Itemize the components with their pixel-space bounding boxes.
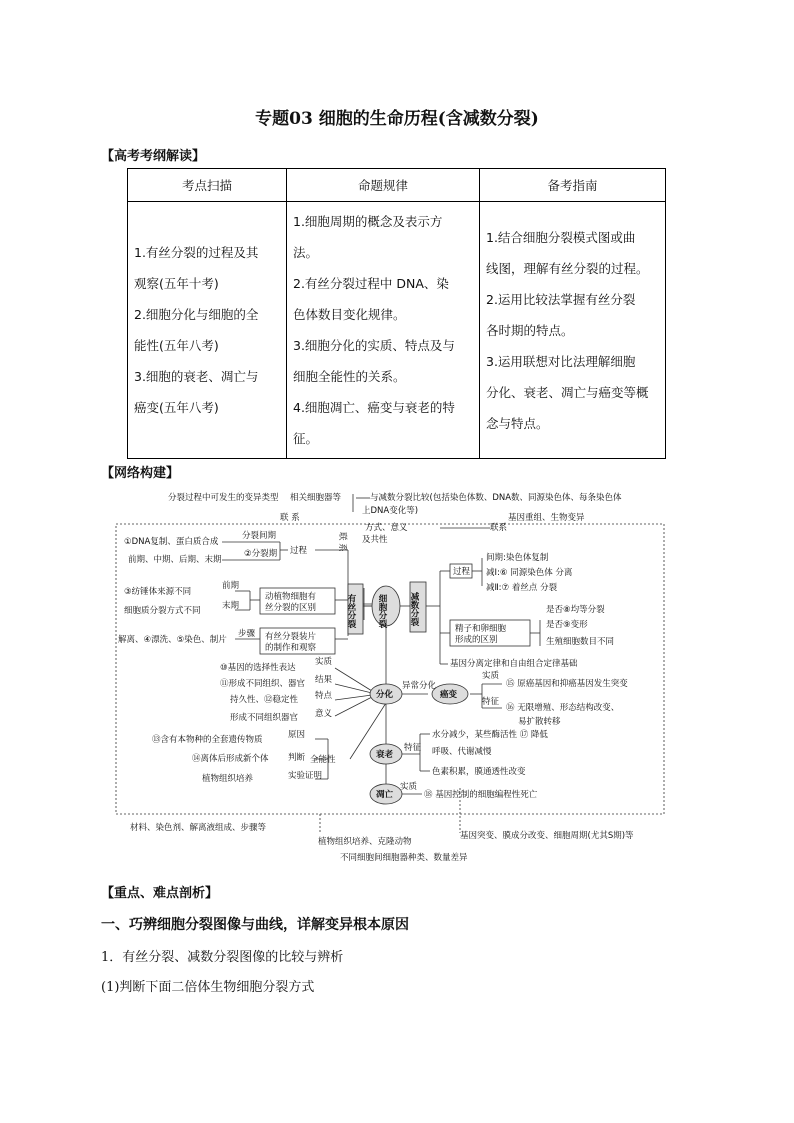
cm-s3: 色素积累，膜通透性改变 [432, 767, 526, 777]
cm-l4: 细胞质分裂方式不同 [124, 606, 201, 616]
table-header: 命题规律 [287, 169, 480, 202]
cm-meiosis: 减数分裂 [409, 592, 419, 626]
cm-d1-tag: 实质 [315, 657, 333, 667]
table-cell-col2: 1.细胞周期的概念及表示方 法。 2.有丝分裂过程中 DNA、染 色体数目变化规律。 3.细胞分化的实质、特点及与 细胞全能性的关系。 4.细胞凋亡、癌变与衰老的特 征。 [287, 202, 480, 459]
cm-dw1: ⑱ 基因控制的细胞编程性死亡 [424, 790, 538, 800]
key-heading: 【重点、难点剖析】 [101, 886, 219, 901]
cm-d2: ⑪形成不同组织、器官 [220, 679, 306, 689]
cm-d6-tag: 判断 [288, 753, 306, 763]
cm-l2: 前期、中期、后期、末期 [128, 555, 222, 565]
cm-l1-tag: 分裂间期 [242, 531, 277, 541]
cm-r6: 生殖细胞数目不同 [546, 637, 615, 647]
cm-gene-law: 基因分离定律和自由组合定律基础 [450, 659, 578, 669]
cm-guocheng: 过程 [290, 546, 308, 556]
cm-d7-tag: 实验证明 [288, 771, 323, 781]
cm-mitosis: 有丝分裂 [346, 594, 356, 628]
cm-l1: ①DNA复制、蛋白质合成 [124, 537, 219, 547]
table-header: 考点扫描 [128, 169, 287, 202]
cm-zhuang1: 有丝分裂装片 [265, 632, 317, 642]
cm-r1: 间期:染色体复制 [486, 553, 549, 563]
heading-2: 1．有丝分裂、减数分裂图像的比较与辨析 [101, 950, 344, 965]
cm-s-tag: 特征 [404, 743, 422, 753]
cm-center: 细胞分裂 [377, 594, 387, 628]
cm-ji-gongxing: 及共性 [362, 535, 388, 545]
cm-quan: 全能性 [310, 755, 336, 765]
cm-s2: 呼吸、代谢减慢 [432, 747, 492, 757]
cm-fenhua: 分化 [376, 690, 394, 700]
concept-map [110, 488, 690, 868]
cm-l5: 解离、④漂洗、⑤染色、制片 [118, 635, 227, 645]
cm-d3-tag: 特点 [315, 691, 333, 701]
cm-diaowang: 凋亡 [376, 790, 394, 800]
frame-dotted [116, 524, 664, 814]
cm-bottom4: 基因突变、膜成分改变、细胞周期(尤其S期)等 [460, 831, 634, 841]
cm-d5: ⑬含有本物种的全套遗传物质 [152, 735, 263, 745]
cm-yichang: 异常分化 [402, 681, 437, 691]
cm-s1: 水分减少，某些酶活性 ⑰ 降低 [432, 730, 548, 740]
cm-dw-tag: 实质 [400, 782, 418, 792]
cm-d1: ⑩基因的选择性表达 [220, 663, 296, 673]
cm-d7: 植物组织培养 [202, 774, 254, 784]
cm-l4-tag: 末期 [222, 601, 240, 611]
cm-a1: ⑮ 原癌基因和抑癌基因发生突变 [506, 679, 628, 689]
cm-l2-tag: ②分裂期 [244, 549, 278, 559]
cm-a-tag2: 特征 [482, 697, 500, 707]
cm-r4: 是否⑧均等分裂 [546, 605, 605, 615]
cm-jingzi1: 精子和卵细胞 [455, 624, 507, 634]
table-header: 备考指南 [480, 169, 666, 202]
cm-shuailao: 衰老 [376, 750, 394, 760]
cm-d6: ⑭离体后形成新个体 [192, 754, 269, 764]
cm-zhuang2: 的制作和观察 [265, 643, 317, 653]
cm-aibian: 癌变 [440, 690, 458, 700]
cm-r2: 减Ⅰ:⑥ 同源染色体 分离 [486, 568, 573, 578]
cm-r5: 是否⑨变形 [546, 620, 588, 630]
cm-proc: 过程 [453, 567, 471, 577]
heading-1: 一、巧辨细胞分裂图像与曲线，详解变异根本原因 [101, 917, 409, 933]
cm-lianxi-v: 联 系 [337, 532, 347, 552]
cm-d4-tag: 意义 [315, 709, 333, 719]
network-heading: 【网络构建】 [101, 466, 180, 481]
outline-table [127, 168, 666, 459]
cm-bottom3: 不同细胞间细胞器种类、数量差异 [340, 853, 468, 863]
page-title: 专题03 细胞的生命历程(含减数分裂) [255, 109, 539, 129]
cm-d2-tag: 结果 [315, 675, 333, 685]
cm-bottom2: 植物组织培养、克隆动物 [318, 837, 412, 847]
cm-jingzi2: 形成的区别 [455, 635, 498, 645]
cm-l3-tag: 前期 [222, 581, 240, 591]
cm-a2: ⑯ 无限增殖、形态结构改变、 [506, 703, 620, 713]
cm-d5-tag: 原因 [288, 730, 306, 740]
table-cell-col3: 1.结合细胞分裂模式图或曲 线图，理解有丝分裂的过程。 2.运用比较法掌握有丝分裂 各时期的特点。 3.运用联想对比法理解细胞 分化、衰老、凋亡与癌变等概 念与特点。 [480, 202, 666, 459]
cm-gene-recomb: 基因重组、生物变异 [508, 513, 585, 523]
cm-l3: ③纺锤体来源不同 [124, 587, 192, 597]
cm-lianxi2: 联系 [490, 523, 508, 533]
cm-r3: 减Ⅱ:⑦ 着丝点 分裂 [486, 583, 558, 593]
cm-top-left: 分裂过程中可发生的变异类型 [168, 493, 279, 503]
cm-d4: 形成不同组织器官 [230, 713, 299, 723]
cm-top-right: 与减数分裂比较(包括染色体数、DNA数、同源染色体、每条染色体 [370, 493, 622, 503]
cm-top-right2: 上DNA变化等) [362, 506, 419, 516]
cm-dongzhi2: 丝分裂的区别 [265, 603, 317, 613]
cm-d3: 持久性、⑫稳定性 [230, 695, 299, 705]
cm-top-left2: 相关细胞器等 [290, 493, 342, 503]
cm-l5-tag: 步骤 [238, 629, 256, 639]
cm-a-tag1: 实质 [482, 671, 500, 681]
table-cell-col1: 1.有丝分裂的过程及其 观察(五年十考) 2.细胞分化与细胞的全 能性(五年八考) 3.细胞的衰老、凋亡与 癌变(五年八考) [128, 202, 287, 459]
cm-fangshi: 方式、意义 [365, 523, 408, 533]
cm-bottom1: 材料、染色剂、解离液组成、步骤等 [130, 823, 267, 833]
cm-dongzhi1: 动植物细胞有 [265, 592, 317, 602]
cm-a3: 易扩散转移 [518, 717, 561, 727]
outline-heading: 【高考考纲解读】 [101, 149, 206, 164]
cm-lianxi: 联 系 [280, 513, 300, 523]
heading-3: (1)判断下面二倍体生物细胞分裂方式 [101, 980, 315, 995]
